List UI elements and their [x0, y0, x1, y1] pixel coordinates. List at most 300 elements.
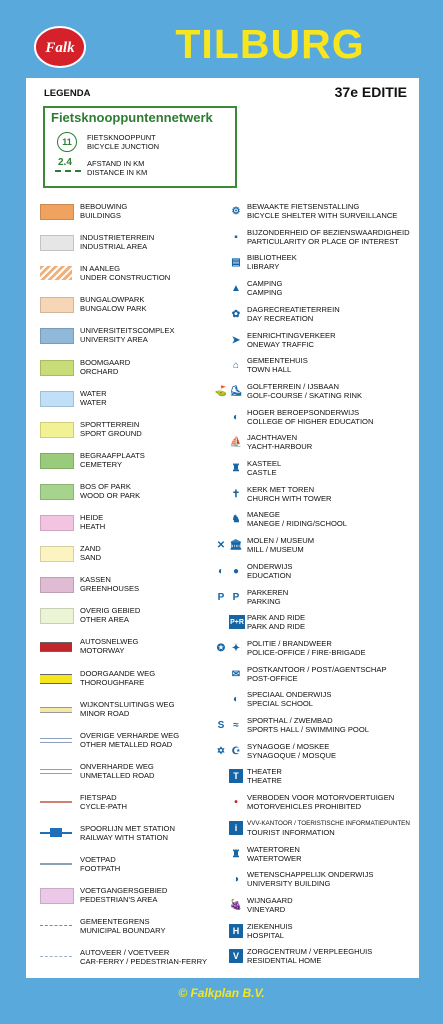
legend-symbol: [40, 515, 74, 531]
poi-label: [247, 408, 373, 427]
poi-label-nl: SPECIAAL ONDERWIJS: [247, 690, 332, 699]
legend-symbol: [40, 328, 74, 344]
poi-label-en: MILL / MUSEUM: [247, 545, 304, 555]
junction-label-en: BICYCLE JUNCTION: [87, 142, 160, 151]
distance-label-en: DISTANCE IN KM: [87, 168, 148, 177]
legend-symbol: [40, 925, 72, 926]
legend-label: [80, 824, 175, 843]
legend-symbol: [40, 484, 74, 500]
legend-label: [80, 948, 207, 967]
poi-row: [214, 408, 419, 428]
poi-label-en: POLICE-OFFICE / FIRE-BRIGADE: [247, 648, 366, 658]
poi-label-nl: BIBLIOTHEEK: [247, 253, 297, 262]
poi-label: [247, 767, 282, 786]
poi-label-nl: WETENSCHAPPELIJK ONDERWIJS: [247, 870, 374, 879]
poi-label-en: TOURIST INFORMATION: [247, 828, 335, 838]
legend-row: [40, 202, 210, 222]
legend-row: [40, 575, 210, 595]
poi-label-en: YACHT-HARBOUR: [247, 442, 313, 452]
poi-label: [247, 588, 288, 607]
legend-label-nl: AUTOVEER / VOETVEER: [80, 948, 170, 957]
university-icon: ◑: [232, 873, 240, 885]
golf-secondary-icon: ⛸: [229, 385, 243, 397]
legend-label-en: THOROUGHFARE: [80, 678, 145, 688]
edition-label: 37e EDITIE: [334, 84, 407, 100]
legend-symbol: [40, 391, 74, 407]
poi-row: [214, 459, 419, 479]
legend-label-en: UNMETALLED ROAD: [80, 771, 155, 781]
distance-dash-icon: [55, 170, 81, 172]
legend-label: [80, 731, 179, 750]
legend-symbol: [40, 360, 74, 376]
legend-row: [40, 824, 210, 844]
legend-row: [40, 233, 210, 253]
sports-hall-secondary-icon: ≈: [233, 719, 239, 731]
legend-label: [80, 202, 127, 221]
poi-row: [214, 896, 419, 916]
poi-label-nl: ZIEKENHUIS: [247, 922, 293, 931]
bicycle-icon: ⚙: [231, 205, 241, 217]
legend-row: [40, 731, 210, 751]
poi-row: [214, 202, 419, 222]
poi-row: [214, 433, 419, 453]
special-school-icon: ◐: [232, 693, 240, 705]
poi-label-nl: PARK AND RIDE: [247, 613, 306, 622]
poi-label-nl: WATERTOREN: [247, 845, 300, 854]
poi-label: [247, 742, 336, 761]
legend-label-nl: ZAND: [80, 544, 101, 553]
legend-row: [40, 637, 210, 657]
park-and-ride-icon: P+R: [229, 615, 245, 629]
legend-symbol: [40, 707, 72, 713]
legend-label-nl: INDUSTRIETERREIN: [80, 233, 155, 242]
poi-row: [214, 536, 419, 556]
poi-row: [214, 356, 419, 376]
distance-value: 2.4: [58, 157, 72, 168]
poi-label: [247, 639, 366, 658]
poi-label-en: MANEGE / RIDING/SCHOOL: [247, 519, 347, 529]
poi-row: [214, 819, 419, 839]
poi-label: [247, 485, 332, 504]
cycle-network-box: [43, 106, 237, 188]
poi-label: [247, 331, 336, 350]
legend-symbol: [40, 956, 72, 957]
poi-row: [214, 485, 419, 505]
legend-row: [40, 451, 210, 471]
poi-label-en: EDUCATION: [247, 571, 292, 581]
legend-label: [80, 295, 147, 314]
sports-hall-icon: S: [217, 719, 225, 731]
legend-symbol: [40, 642, 72, 652]
poi-row: [214, 279, 419, 299]
poi-label: [247, 510, 347, 529]
left-frame: [0, 0, 26, 1024]
poi-label: [247, 202, 397, 221]
poi-label-nl: SYNAGOGE / MOSKEE: [247, 742, 330, 751]
poi-label-nl: THEATER: [247, 767, 282, 776]
legend-label: [80, 482, 140, 501]
legend-label-nl: DOORGAANDE WEG: [80, 669, 156, 678]
legend-label: [80, 513, 105, 532]
legend-label: [80, 606, 140, 625]
legend-label-nl: GEMEENTEGRENS: [80, 917, 150, 926]
hospital-icon: H: [229, 924, 243, 938]
brand-text: Falk: [45, 40, 75, 56]
legend-label-en: BUNGALOW PARK: [80, 304, 147, 314]
poi-label-nl: MANEGE: [247, 510, 280, 519]
legend-label: [80, 886, 167, 905]
poi-label: [247, 356, 308, 375]
poi-label: [247, 382, 362, 401]
poi-row: [214, 665, 419, 685]
legend-label-nl: BEGRAAFPLAATS: [80, 451, 145, 460]
legend-row: [40, 295, 210, 315]
poi-row: [214, 870, 419, 890]
legend-symbol: [40, 204, 74, 220]
legend-row: [40, 669, 210, 689]
poi-label-en: PARTICULARITY OR PLACE OF INTEREST: [247, 237, 399, 247]
legend-label: [80, 917, 166, 936]
synagogue-icon: ✡: [216, 745, 226, 757]
education-secondary-icon: ●: [232, 565, 240, 577]
poi-row: [214, 742, 419, 762]
legend-row: [40, 264, 210, 284]
legend-row: [40, 917, 210, 937]
legend-label-en: HEATH: [80, 522, 106, 532]
poi-row: [214, 767, 419, 787]
poi-label-en: UNIVERSITY BUILDING: [247, 879, 331, 889]
legend-row: [40, 544, 210, 564]
poi-label-en: POST-OFFICE: [247, 674, 298, 684]
legend-label-nl: SPOORLIJN MET STATION: [80, 824, 175, 833]
recreation-icon: ✿: [231, 308, 241, 320]
poi-label-en: WATERTOWER: [247, 854, 302, 864]
legend-label-nl: WATER: [80, 389, 107, 398]
poi-label: [247, 690, 331, 709]
poi-label-en: SPORTS HALL / SWIMMING POOL: [247, 725, 369, 735]
legend-label-nl: BOS OF PARK: [80, 482, 131, 491]
poi-label-en: CHURCH WITH TOWER: [247, 494, 332, 504]
legend-label-en: UNDER CONSTRUCTION: [80, 273, 171, 283]
theatre-icon: T: [229, 769, 243, 783]
legend-row: [40, 700, 210, 720]
legend-label-nl: OVERIG GEBIED: [80, 606, 141, 615]
legend-label-nl: HEIDE: [80, 513, 104, 522]
legend-label-en: WATER: [80, 398, 107, 408]
poi-label-en: ONEWAY TRAFFIC: [247, 340, 314, 350]
legend-row: [40, 358, 210, 378]
legend-label: [80, 637, 138, 656]
legend-label-en: CAR-FERRY / PEDESTRIAN-FERRY: [80, 957, 208, 967]
poi-label-en: GOLF-COURSE / SKATING RINK: [247, 391, 363, 401]
legend-label: [80, 358, 130, 377]
legend-label-en: OTHER METALLED ROAD: [80, 740, 173, 750]
legend-label-nl: SPORTTERREIN: [80, 420, 140, 429]
poi-label-en: HOSPITAL: [247, 931, 284, 941]
poi-label-nl: JACHTHAVEN: [247, 433, 298, 442]
legend-row: [40, 855, 210, 875]
legend-label-en: WOOD OR PARK: [80, 491, 141, 501]
poi-label-nl: KASTEEL: [247, 459, 282, 468]
poi-label: [247, 870, 373, 889]
poi-label-nl: CAMPING: [247, 279, 283, 288]
poi-label-nl: ONDERWIJS: [247, 562, 293, 571]
legend-label-nl: OVERIGE VERHARDE WEG: [80, 731, 180, 740]
poi-row: [214, 228, 419, 248]
poi-label-nl: MOLEN / MUSEUM: [247, 536, 315, 545]
mill-icon: ✕: [216, 539, 226, 551]
legend-symbol: [40, 832, 72, 834]
poi-label: [247, 665, 387, 684]
poi-label-en: DAY RECREATION: [247, 314, 314, 324]
station-icon: [50, 828, 62, 837]
legend-symbol: [40, 769, 72, 774]
poi-label-en: LIBRARY: [247, 262, 280, 272]
horse-icon: ♞: [231, 513, 241, 525]
parking-secondary-icon: P: [232, 591, 240, 603]
legend-row: [40, 948, 210, 968]
poi-row: [214, 690, 419, 710]
copyright-text: © Falkplan B.V.: [178, 986, 265, 1000]
legend-symbol: [40, 422, 74, 438]
poi-row: [214, 382, 419, 402]
poi-label-en: BICYCLE SHELTER WITH SURVEILLANCE: [247, 211, 398, 221]
legend-label-nl: VOETGANGERSGEBIED: [80, 886, 168, 895]
poi-label: [247, 819, 410, 838]
poi-row: [214, 922, 419, 942]
legend-label-en: MOTORWAY: [80, 646, 125, 656]
legend-label-en: SPORT GROUND: [80, 429, 142, 439]
legend-symbol: [40, 235, 74, 251]
poi-label: [247, 947, 372, 966]
poi-label-nl: SPORTHAL / ZWEMBAD: [247, 716, 333, 725]
legend-label: [80, 793, 127, 812]
poi-row: [214, 331, 419, 351]
legend-label-nl: VOETPAD: [80, 855, 116, 864]
interest-icon: ▪: [234, 231, 238, 243]
poi-row: [214, 588, 419, 608]
townhall-icon: ⌂: [232, 359, 240, 371]
legend-label-nl: FIETSPAD: [80, 793, 117, 802]
legend-label-en: RAILWAY WITH STATION: [80, 833, 169, 843]
legend-label: [80, 700, 175, 719]
poi-label-nl: WIJNGAARD: [247, 896, 293, 905]
legend-row: [40, 513, 210, 533]
legend-label-en: INDUSTRIAL AREA: [80, 242, 148, 252]
legend-label-nl: AUTOSNELWEG: [80, 637, 139, 646]
legend-row: [40, 606, 210, 626]
legend-symbol: [40, 888, 74, 904]
poi-row: [214, 562, 419, 582]
poi-label-nl: DAGRECREATIETERREIN: [247, 305, 340, 314]
poi-label-nl: HOGER BEROEPSONDERWIJS: [247, 408, 360, 417]
network-title: Fietsknooppuntennetwerk: [51, 110, 213, 125]
legend-label-nl: WIJKONTSLUITINGS WEG: [80, 700, 175, 709]
legend-symbol: [40, 453, 74, 469]
legend-label: [80, 326, 175, 345]
post-icon: ✉: [231, 668, 241, 680]
poi-row: [214, 510, 419, 530]
legend-label-nl: BEBOUWING: [80, 202, 128, 211]
oneway-arrow-icon: ➤: [231, 334, 241, 346]
junction-number-icon: 11: [57, 132, 77, 152]
legend-label: [80, 233, 154, 252]
legend-symbol: [40, 738, 72, 743]
poi-row: [214, 305, 419, 325]
legend-symbol: [40, 266, 72, 280]
legend-symbol: [40, 801, 72, 803]
poi-label-nl: VERBODEN VOOR MOTORVOERTUIGEN: [247, 793, 395, 802]
legend-symbol: [40, 546, 74, 562]
junction-label: [87, 133, 159, 151]
legend-label-en: OTHER AREA: [80, 615, 129, 625]
synagogue-secondary-icon: ☪: [231, 745, 241, 757]
legend-label-nl: UNIVERSITEITSCOMPLEX: [80, 326, 175, 335]
poi-label: [247, 536, 314, 555]
legend-row: [40, 389, 210, 409]
poi-label-en: PARKING: [247, 597, 281, 607]
legend-row: [40, 420, 210, 440]
header-bar: [0, 0, 443, 78]
legend-label-en: MUNICIPAL BOUNDARY: [80, 926, 166, 936]
poi-label: [247, 613, 305, 632]
footer-bar: [0, 978, 443, 1024]
legend-row: [40, 326, 210, 346]
legend-label: [80, 420, 142, 439]
legend-symbol: [40, 608, 74, 624]
poi-label-nl: ZORGCENTRUM / VERPLEEGHUIS: [247, 947, 373, 956]
poi-label-nl: PARKEREN: [247, 588, 289, 597]
yacht-icon: ⛵: [229, 436, 243, 448]
poi-label-en: CAMPING: [247, 288, 283, 298]
education-icon: ◐: [217, 565, 225, 577]
legend-label: [80, 544, 101, 563]
poi-label: [247, 896, 293, 915]
legend-label-en: BUILDINGS: [80, 211, 121, 221]
poi-label: [247, 459, 281, 478]
poi-label: [247, 793, 394, 812]
poi-row: [214, 793, 419, 813]
poi-label: [247, 253, 297, 272]
poi-label: [247, 845, 302, 864]
poi-row: [214, 947, 419, 967]
junction-label-nl: FIETSKNOOPPUNT: [87, 133, 156, 142]
poi-label-nl: BIJZONDERHEID OF BEZIENSWAARDIGHEID: [247, 228, 410, 237]
parking-icon: P: [217, 591, 225, 603]
legend-label-en: ORCHARD: [80, 367, 119, 377]
map-title: TILBURG: [175, 21, 365, 67]
poi-label-en: THEATRE: [247, 776, 282, 786]
legend-row: [40, 482, 210, 502]
care-home-icon: V: [229, 949, 243, 963]
legend-symbol: [40, 297, 74, 313]
legend-label-nl: BOOMGAARD: [80, 358, 131, 367]
police-secondary-icon: ✦: [231, 642, 241, 654]
legend-label-nl: ONVERHARDE WEG: [80, 762, 154, 771]
legend-label-en: FOOTPATH: [80, 864, 121, 874]
legend-row: [40, 793, 210, 813]
legend-label-en: SAND: [80, 553, 102, 563]
poi-label-nl: EENRICHTINGVERKEER: [247, 331, 336, 340]
poi-label-nl: GEMEENTEHUIS: [247, 356, 308, 365]
poi-label-en: VINEYARD: [247, 905, 286, 915]
poi-label: [247, 433, 312, 452]
poi-row: [214, 253, 419, 273]
poi-label: [247, 228, 410, 247]
mill-secondary-icon: 🏛: [229, 539, 243, 551]
right-frame: [419, 0, 443, 1024]
vineyard-icon: 🍇: [229, 899, 243, 911]
legend-row: [40, 762, 210, 782]
poi-label-nl: GOLFTERREIN / IJSBAAN: [247, 382, 339, 391]
poi-row: [214, 845, 419, 865]
legend-label-en: CYCLE-PATH: [80, 802, 127, 812]
poi-label-en: SYNAGOQUE / MOSQUE: [247, 751, 337, 761]
legend-label-nl: KASSEN: [80, 575, 111, 584]
poi-label: [247, 716, 369, 735]
church-icon: ✝: [231, 488, 241, 500]
legend-label-nl: BUNGALOWPARK: [80, 295, 145, 304]
legend-heading: LEGENDA: [44, 88, 91, 99]
poi-row: [214, 613, 419, 633]
poi-label-nl: POSTKANTOOR / POST/AGENTSCHAP: [247, 665, 387, 674]
legend-row: [40, 886, 210, 906]
distance-label-nl: AFSTAND IN KM: [87, 159, 145, 168]
tent-icon: ▲: [231, 282, 241, 294]
legend-label-en: MINOR ROAD: [80, 709, 130, 719]
legend-label-en: GREENHOUSES: [80, 584, 140, 594]
watertower-icon: ♜: [231, 848, 241, 860]
legend-symbol: [40, 674, 72, 684]
legend-label: [80, 389, 107, 408]
poi-label-en: RESIDENTIAL HOME: [247, 956, 322, 966]
golf-icon: ⛳: [214, 385, 228, 397]
police-icon: ✪: [216, 642, 226, 654]
legend-label-en: UNIVERSITY AREA: [80, 335, 148, 345]
college-icon: ◐: [232, 411, 240, 423]
legend-label: [80, 575, 139, 594]
library-icon: ▤: [231, 256, 241, 268]
legend-label: [80, 762, 155, 781]
distance-label: [87, 159, 147, 177]
poi-label-nl: BEWAAKTE FIETSENSTALLING: [247, 202, 360, 211]
poi-label-en: COLLEGE OF HIGHER EDUCATION: [247, 417, 374, 427]
legend-label: [80, 264, 170, 283]
legend-label: [80, 451, 145, 470]
poi-row: [214, 716, 419, 736]
poi-label-en: CASTLE: [247, 468, 277, 478]
poi-label: [247, 305, 340, 324]
legend-label-nl: IN AANLEG: [80, 264, 121, 273]
poi-label: [247, 922, 293, 941]
poi-label-nl: POLITIE / BRANDWEER: [247, 639, 332, 648]
poi-label: [247, 562, 292, 581]
legend-label: [80, 669, 155, 688]
legend-symbol: [40, 863, 72, 865]
legend-symbol: [40, 577, 74, 593]
info-icon: i: [229, 821, 243, 835]
poi-label-nl: VVV-KANTOOR / TOERISTISCHE INFORMATIEPUNTEN: [247, 820, 410, 827]
legend-label: [80, 855, 120, 874]
poi-row: [214, 639, 419, 659]
falk-logo: [34, 26, 86, 68]
poi-label-en: SPECIAL SCHOOL: [247, 699, 313, 709]
legend-label-en: PEDESTRIAN'S AREA: [80, 895, 158, 905]
legend-label-en: CEMETERY: [80, 460, 123, 470]
prohibited-icon: •: [234, 796, 238, 808]
poi-label: [247, 279, 282, 298]
poi-label-nl: KERK MET TOREN: [247, 485, 315, 494]
